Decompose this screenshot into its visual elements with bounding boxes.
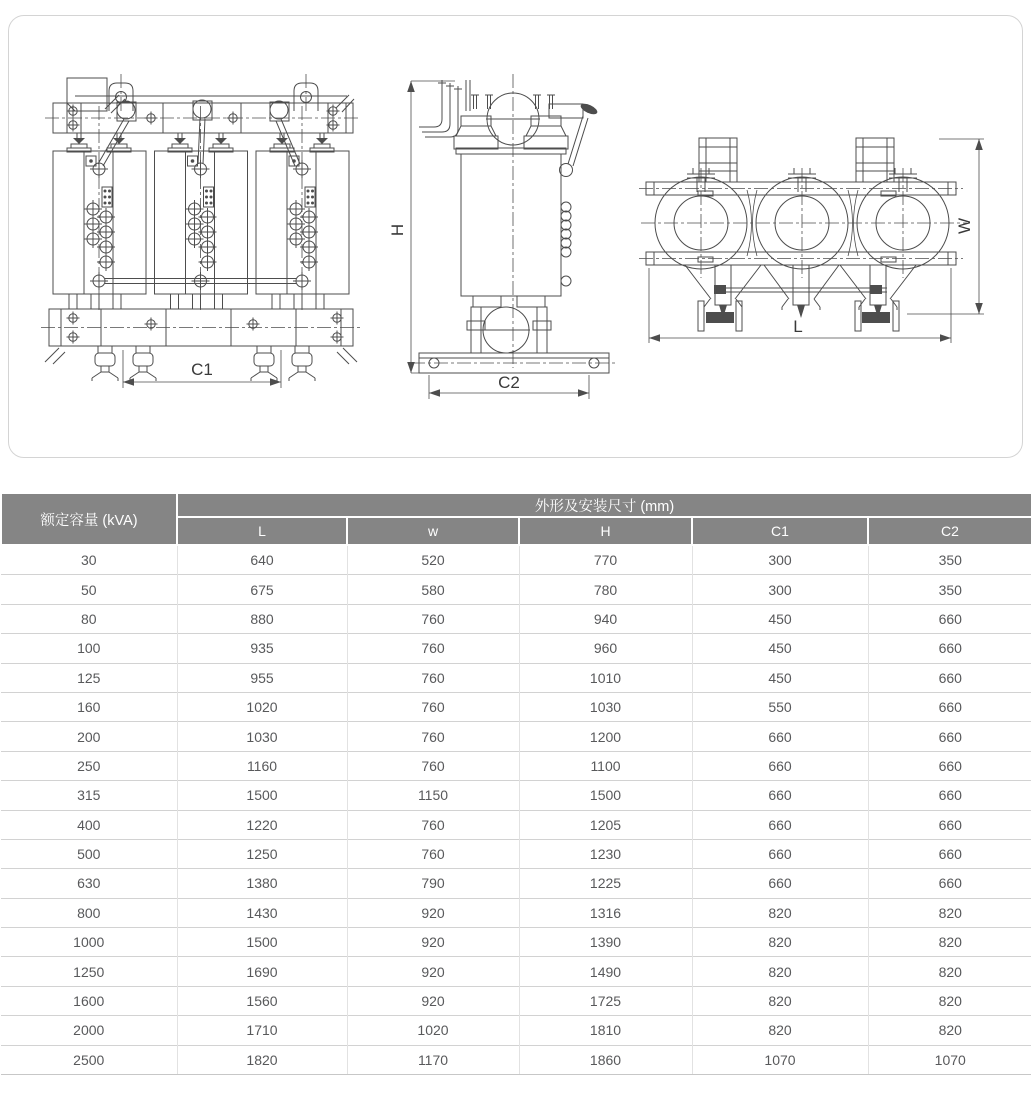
cell-l: 1710 [177,1016,347,1045]
table-row [1,575,1031,604]
cell-w: 920 [347,928,519,957]
cell-kva: 1600 [1,986,177,1015]
dim-label-l: L [793,317,803,336]
table-row [1,1016,1031,1045]
cell-kva: 30 [1,545,177,575]
cell-h: 960 [519,634,692,663]
dim-label-c1: C1 [191,360,213,379]
cell-kva: 1000 [1,928,177,957]
cell-c2: 660 [868,839,1031,868]
cell-h: 1030 [519,692,692,721]
cell-w: 760 [347,692,519,721]
cell-h: 1230 [519,839,692,868]
cell-h: 1810 [519,1016,692,1045]
cell-kva: 250 [1,751,177,780]
dim-label-h: H [388,223,407,237]
cell-h: 1200 [519,722,692,751]
cell-w: 520 [347,545,519,575]
cell-w: 920 [347,957,519,986]
cell-h: 1390 [519,928,692,957]
cell-c1: 450 [692,604,868,633]
cell-w: 760 [347,604,519,633]
cell-c1: 300 [692,575,868,604]
cell-c2: 820 [868,957,1031,986]
cell-kva: 1250 [1,957,177,986]
cell-l: 1500 [177,928,347,957]
cell-c1: 660 [692,869,868,898]
cell-w: 760 [347,839,519,868]
cell-c2: 660 [868,663,1031,692]
cell-l: 1250 [177,839,347,868]
table-row [1,692,1031,721]
dimensions-table [0,492,1031,1075]
cell-c1: 660 [692,751,868,780]
table-row [1,986,1031,1015]
cell-h: 1500 [519,781,692,810]
dim-column-header: w [347,517,519,545]
cell-kva: 315 [1,781,177,810]
cell-kva: 800 [1,898,177,927]
cell-w: 1020 [347,1016,519,1045]
table-row [1,839,1031,868]
dim-label-c2: C2 [498,373,520,392]
dim-column-header: C1 [692,517,868,545]
cell-c2: 820 [868,928,1031,957]
cell-c1: 820 [692,1016,868,1045]
cell-c2: 660 [868,722,1031,751]
cell-w: 760 [347,810,519,839]
table-row [1,722,1031,751]
cell-c1: 660 [692,810,868,839]
cell-l: 935 [177,634,347,663]
cell-h: 780 [519,575,692,604]
cell-kva: 2000 [1,1016,177,1045]
cell-w: 760 [347,663,519,692]
cell-h: 1316 [519,898,692,927]
side-view [388,74,617,399]
cell-c1: 660 [692,722,868,751]
cell-c2: 350 [868,575,1031,604]
dim-label-w: W [955,217,974,235]
cell-c2: 660 [868,634,1031,663]
cell-c1: 660 [692,839,868,868]
table-row [1,545,1031,575]
cell-kva: 80 [1,604,177,633]
table-row [1,869,1031,898]
table-row [1,751,1031,780]
cell-l: 1030 [177,722,347,751]
table-row [1,781,1031,810]
cell-h: 1010 [519,663,692,692]
cell-c2: 660 [868,781,1031,810]
cell-l: 1500 [177,781,347,810]
cell-kva: 2500 [1,1045,177,1074]
cell-h: 1725 [519,986,692,1015]
cell-c2: 660 [868,810,1031,839]
cell-w: 580 [347,575,519,604]
cell-c1: 450 [692,663,868,692]
cell-l: 675 [177,575,347,604]
cell-l: 1560 [177,986,347,1015]
cell-h: 1490 [519,957,692,986]
cell-c1: 820 [692,986,868,1015]
cell-c1: 450 [692,634,868,663]
cell-c2: 820 [868,986,1031,1015]
dim-c2 [429,373,589,399]
dimensions-group-header: 外形及安装尺寸 (mm) [177,493,1031,517]
cell-c2: 820 [868,898,1031,927]
cell-w: 790 [347,869,519,898]
cell-c1: 1070 [692,1045,868,1074]
cell-c2: 660 [868,751,1031,780]
table-row [1,1045,1031,1074]
cell-h: 770 [519,545,692,575]
cell-l: 955 [177,663,347,692]
dim-w [907,139,984,314]
cell-h: 1860 [519,1045,692,1074]
cell-w: 920 [347,898,519,927]
cell-c2: 1070 [868,1045,1031,1074]
cell-l: 880 [177,604,347,633]
cell-c2: 660 [868,604,1031,633]
dim-column-header: H [519,517,692,545]
table-body [1,545,1031,1075]
cell-w: 760 [347,751,519,780]
cell-l: 1160 [177,751,347,780]
cell-w: 1170 [347,1045,519,1074]
cell-h: 1225 [519,869,692,898]
cell-kva: 160 [1,692,177,721]
transformer-outline-drawing [9,16,1020,455]
cell-kva: 50 [1,575,177,604]
cell-w: 760 [347,722,519,751]
cell-c2: 660 [868,692,1031,721]
cell-kva: 400 [1,810,177,839]
cell-l: 1820 [177,1045,347,1074]
cell-l: 1430 [177,898,347,927]
cell-h: 1205 [519,810,692,839]
cell-w: 760 [347,634,519,663]
cell-kva: 630 [1,869,177,898]
dim-h [388,81,455,373]
table-row [1,928,1031,957]
cell-c2: 350 [868,545,1031,575]
cell-c1: 300 [692,545,868,575]
table-row [1,604,1031,633]
front-view [41,74,361,388]
cell-l: 1380 [177,869,347,898]
drawing-panel [8,15,1023,458]
cell-l: 1020 [177,692,347,721]
cell-l: 640 [177,545,347,575]
cell-c1: 820 [692,928,868,957]
table-row [1,634,1031,663]
cell-c2: 820 [868,1016,1031,1045]
dim-column-header: L [177,517,347,545]
cell-c1: 550 [692,692,868,721]
cell-c1: 820 [692,898,868,927]
cell-kva: 500 [1,839,177,868]
cell-kva: 125 [1,663,177,692]
dim-column-header: C2 [868,517,1031,545]
cell-l: 1690 [177,957,347,986]
cell-c1: 820 [692,957,868,986]
cell-kva: 100 [1,634,177,663]
capacity-header: 额定容量 (kVA) [1,493,177,545]
cell-c1: 660 [692,781,868,810]
table-row [1,810,1031,839]
cell-h: 1100 [519,751,692,780]
table-row [1,957,1031,986]
table-row [1,663,1031,692]
cell-w: 920 [347,986,519,1015]
cell-l: 1220 [177,810,347,839]
table-row [1,898,1031,927]
top-view [639,138,984,343]
cell-c2: 660 [868,869,1031,898]
cell-h: 940 [519,604,692,633]
cell-w: 1150 [347,781,519,810]
cell-kva: 200 [1,722,177,751]
